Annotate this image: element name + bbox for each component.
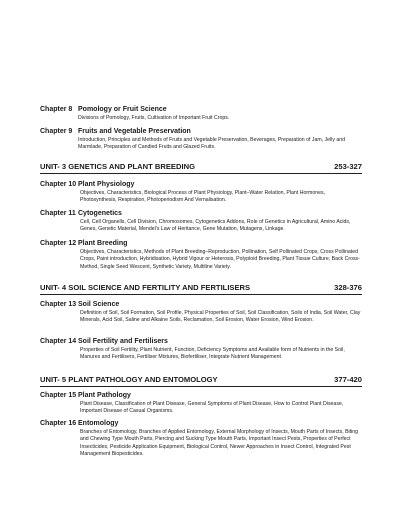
- chapter-heading: [40, 337, 362, 346]
- chapter-number: Chapter 13: [40, 301, 77, 308]
- chapter-title: Plant Physiology: [78, 181, 135, 188]
- chapter-title: Plant Pathology: [78, 392, 131, 399]
- chapter-16: [40, 419, 362, 458]
- unit-title: UNIT- 3 GENETICS AND PLANT BREEDING: [40, 162, 195, 171]
- chapter-number: Chapter 14: [40, 338, 77, 345]
- chapter-heading: [40, 105, 362, 114]
- chapter-14: [40, 337, 362, 362]
- unit-title: UNIT- 4 SOIL SCIENCE AND FERTILITY AND FERTILISERS: [40, 283, 251, 292]
- chapter-title: Cytogenetics: [78, 210, 122, 217]
- chapter-heading: [40, 419, 362, 428]
- chapter-description: Objectives, Characteristics, Biological Process of Plant Physiology, Plant–Water Relation, Plant Hormones, Photosynthesis, Respiration, Photoperiodism And Vernalisation.: [80, 190, 326, 204]
- chapter-number: Chapter 9: [40, 128, 73, 135]
- chapter-number: Chapter 16: [40, 420, 77, 427]
- chapter-heading: [40, 391, 362, 400]
- chapter-number: Chapter 15: [40, 392, 77, 399]
- unit-pages: 377-420: [334, 375, 362, 384]
- chapter-15: [40, 391, 362, 416]
- chapter-title: Pomology or Fruit Science: [78, 106, 167, 113]
- unit-3-heading: [40, 162, 362, 174]
- chapter-description: Cell, Cell Organells, Cell Division, Chromosomes, Cytogenetics Addons, Role of Genetics in Agricultural, Amino Acids, Genes, Genetic Material, Mendel's Law of Heritance, Gene Mutation, Mutagens, Linkage.: [80, 219, 351, 233]
- chapter-description: Introduction, Principles and Methods of Fruits and Vegetable Preservation, Beverages, Preparation of Jam, Jelly and Marmlade, Preparation of Candied Fruits and Glazed Fruits.: [78, 137, 346, 151]
- chapter-description: Plant Disease, Classification of Plant Disease, General Symptoms of Plant Disease, How to Control Plant Disease, Important Disease of Casual Organisms.: [80, 401, 344, 415]
- chapter-heading: [40, 239, 362, 248]
- chapter-11: [40, 209, 362, 234]
- chapter-13: [40, 300, 362, 325]
- chapter-description: Divisions of Pomology, Fruits, Cultivation of Important Fruit Crops.: [78, 115, 230, 121]
- chapter-8: [40, 105, 362, 122]
- chapter-heading: [40, 209, 362, 218]
- chapter-title: Plant Breeding: [78, 240, 128, 247]
- chapter-description: Properties of Soil Fertility, Plant Nutrient, Function, Deficiency Symptoms and Available form of Nutrients in the Soil, Manures and Fertilisers, Fertiliser Mixtures, Biofertiliser, Integrate Nutrient Management: [80, 347, 345, 361]
- unit-4-heading: [40, 283, 362, 295]
- chapter-title: Soil Fertility and Fertilisers: [78, 338, 168, 345]
- chapter-12: [40, 239, 362, 271]
- unit-pages: 328-376: [334, 283, 362, 292]
- chapter-heading: [40, 300, 362, 309]
- chapter-heading: [40, 180, 362, 189]
- chapter-number: Chapter 10: [40, 181, 77, 188]
- chapter-heading: [40, 127, 362, 136]
- unit-pages: 253-327: [334, 162, 362, 171]
- unit-title: UNIT- 5 PLANT PATHOLOGY AND ENTOMOLOGY: [40, 375, 218, 384]
- chapter-description: Objectives, Characteristics, Methods of Plant Breeding–Reproduction, Pollination, Self Pollinated Crops, Cross Pollinated Crops, Paint introduction, Hybridisation, Hybrid Vigour or Heterosis, Polyploid Breeding, Plant Tissue Culture, Back Cross-Method, Single Seed Wescent, Synthetic Variety, Multiline Variety.: [80, 249, 360, 270]
- chapter-description: Branches of Entomology, Branches of Applied Entomology, External Morphology of Insects, Mouth Parts of Insects, Biting and Chewing Type Mouth Parts, Piercing and Sucking Type Mouth Parts, Important Insect Pests, Properties of Perfect Insecticides, Pesticide Application Equipment, Biological Control, Newer Approaches in Insect Control, Integrated Pest Management Biopesticides.: [80, 429, 359, 457]
- chapter-10: [40, 180, 362, 205]
- chapter-number: Chapter 8: [40, 106, 73, 113]
- chapter-9: [40, 127, 362, 152]
- chapter-title: Soil Science: [78, 301, 120, 308]
- unit-5-heading: [40, 375, 362, 387]
- chapter-title: Entomology: [78, 420, 119, 427]
- chapter-title: Fruits and Vegetable Preservation: [78, 128, 191, 135]
- chapter-number: Chapter 12: [40, 240, 77, 247]
- chapter-number: Chapter 11: [40, 210, 76, 217]
- chapter-description: Definition of Soil, Soil Formation, Soil Profile, Physical Properties of Soil, Soil Classification, Soils of India, Soil Water, Clay Minerals, Acid Soil, Saline and Alkaine Soils, Reclamation, Soil Erosion, Water Erosion, Wind Erosion.: [80, 310, 361, 324]
